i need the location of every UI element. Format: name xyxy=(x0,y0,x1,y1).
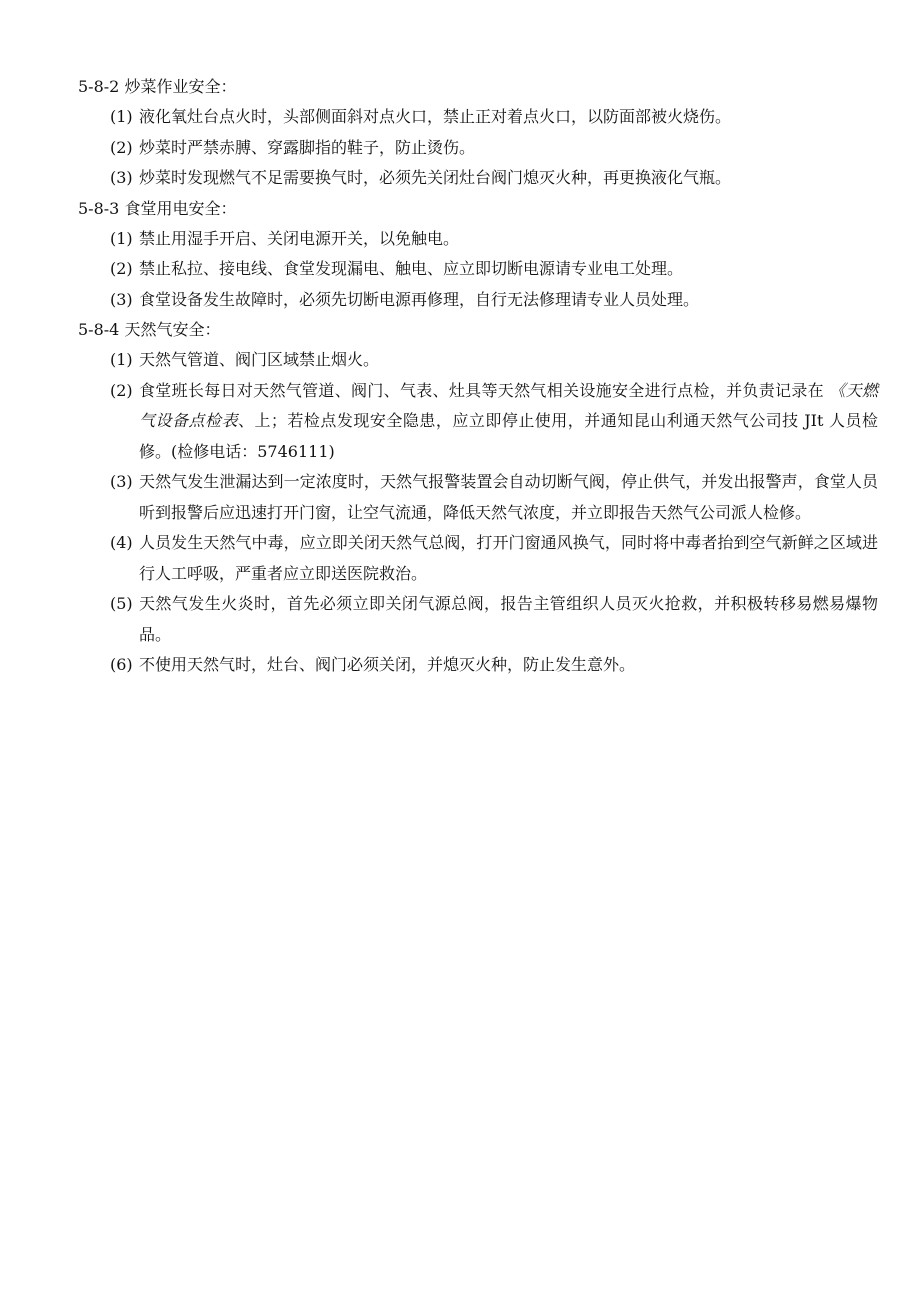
item-text-before: 食堂班长每日对天然气管道、阀门、气表、灶具等天然气相关设施安全进行点检，并负责记录在 xyxy=(139,380,830,400)
list-item xyxy=(78,650,878,681)
item-number: (4) xyxy=(110,533,133,552)
list-item xyxy=(78,376,878,468)
item-text: 不使用天然气时，灶台、阀门必须关闭，并熄灭火种，防止发生意外。 xyxy=(139,655,636,674)
form-title-italic: 《天燃气设备点检表 xyxy=(139,380,878,430)
item-text: 禁止用湿手开启、关闭电源开关，以免触电。 xyxy=(139,228,460,248)
item-number: (2) xyxy=(110,380,133,400)
list-item xyxy=(78,224,878,255)
item-text: 天然气发生火炎时，首先必须立即关闭气源总阀，报告主管组织人员灭火抢救，并积极转移易燃易爆物品。 xyxy=(139,594,878,644)
item-text-after: 、上；若检点发现安全隐患，应立即停止使用，并通知昆山利通天然气公司技 JIt 人员检修。(检修电话：5746111) xyxy=(139,411,878,461)
list-item xyxy=(78,589,878,650)
section-heading-5-8-2: 5-8-2 炒菜作业安全： xyxy=(78,77,237,96)
item-text: 天然气管道、阀门区域禁止烟火。 xyxy=(139,350,380,369)
list-item xyxy=(78,467,878,528)
item-number: (6) xyxy=(110,655,133,674)
item-number: (1) xyxy=(110,228,133,248)
list-item xyxy=(78,254,878,285)
list-item xyxy=(78,133,878,164)
item-number: (3) xyxy=(110,168,133,187)
item-text: 禁止私拉、接电线、食堂发现漏电、触电、应立即切断电源请专业电工处理。 xyxy=(139,259,684,278)
item-number: (1) xyxy=(110,107,133,126)
item-text: 炒菜时严禁赤膊、穿露脚指的鞋子，防止烫伤。 xyxy=(139,137,476,157)
document-body xyxy=(78,72,878,681)
item-number: (3) xyxy=(110,289,133,309)
item-number: (1) xyxy=(110,350,133,369)
item-text: 炒菜时发现燃气不足需要换气时，必须先关闭灶台阀门熄灭火种，再更换液化气瓶。 xyxy=(139,168,732,187)
item-text: 液化氧灶台点火时，头部侧面斜对点火口，禁止正对着点火口，以防面部被火烧伤。 xyxy=(139,107,732,126)
item-number: (2) xyxy=(110,259,133,278)
item-text: 天然气发生泄漏达到一定浓度时，天然气报警装置会自动切断气阀，停止供气，并发出报警声，食堂人员听到报警后应迅速打开门窗，让空气流通，降低天然气浓度，并立即报告天然气公司派人检修。 xyxy=(139,472,878,522)
list-item xyxy=(78,102,878,133)
section-heading-5-8-4: 5-8-4 天然气安全： xyxy=(78,320,221,339)
item-text: 食堂设备发生故障时，必须先切断电源再修理，自行无法修理请专业人员处理。 xyxy=(139,289,700,309)
item-text-mixed xyxy=(139,376,878,468)
list-item xyxy=(78,345,878,376)
list-item xyxy=(78,285,878,316)
list-item xyxy=(78,163,878,194)
item-number: (5) xyxy=(110,594,133,613)
list-item xyxy=(78,528,878,589)
section-heading-5-8-3: 5-8-3 食堂用电安全： xyxy=(78,198,237,218)
item-text: 人员发生天然气中毒，应立即关闭天然气总阀，打开门窗通风换气，同时将中毒者抬到空气新鲜之区域进行人工呼吸，严重者应立即送医院救治。 xyxy=(139,533,878,583)
item-number: (2) xyxy=(110,137,133,157)
item-number: (3) xyxy=(110,472,133,491)
